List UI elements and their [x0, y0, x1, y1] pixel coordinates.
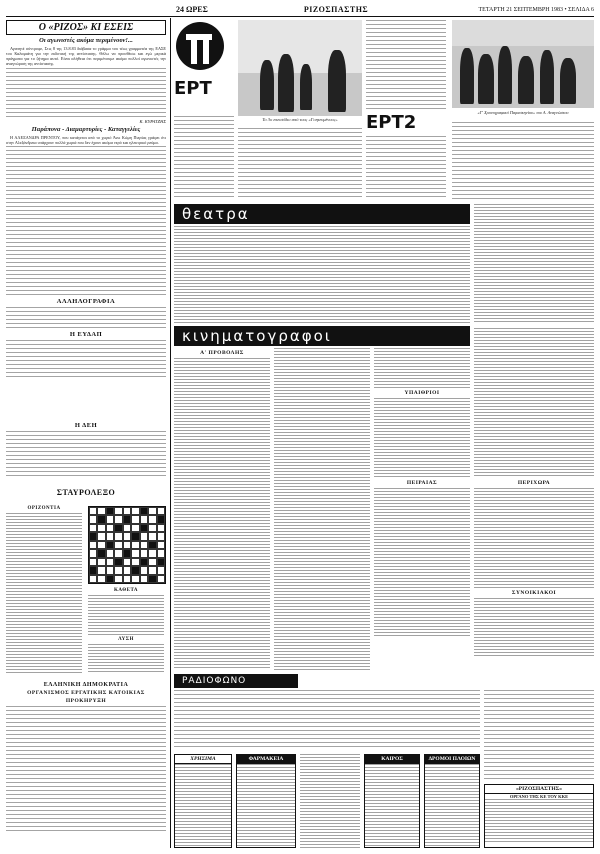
date-line: ΤΕΤΑΡΤΗ 21 ΣΕΠΤΕΜΒΡΗ 1983 • ΣΕΛΙΔΑ 6 [478, 7, 594, 13]
newspaper-name: ΡΙΖΟΣΠΑΣΤΗΣ [303, 5, 369, 14]
rizospastis-box-subtitle: ΟΡΓΑΝΟ ΤΗΣ ΚΕ ΤΟΥ ΚΚΕ [509, 794, 569, 799]
notice-title: ΕΛΛΗΝΙΚΗ ΔΗΜΟΚΡΑΤΙΑ [43, 682, 129, 688]
rizospastis-box-text [485, 799, 593, 843]
roads-box [424, 754, 480, 848]
eydap-heading: Η ΕΥΔΑΠ [69, 331, 103, 338]
roads-text [425, 764, 479, 846]
ert2-listings-top [366, 20, 446, 110]
pharmacies-extra [300, 754, 360, 848]
pharmacies-title: ΦΑΡΜΑΚΕΙΑ [237, 755, 295, 764]
eydap-text-block [6, 340, 166, 380]
letters-title: Ο «ΡΙΖΟΣ» ΚΙ ΕΣΕΙΣ [6, 20, 166, 35]
letter-body-1: Αγαπητέ σύντροφε, Στις 8 της 13.8.83 διάβασα το γράμμα του τέως γραμματέα της ΕΑΣΕ του Καλαμιάτη για την εκδοτική της αντίστασης. Θέλω να προσθέσω και εγώ μερικά πράγματα για το ζήτημα αυτό. Είναι αλήθεια ότι περιμένουμε ακόμα πολλοί αγωνιστές την αναγνώριση της αντίστασης. [6, 46, 166, 66]
ert2-program-right [452, 122, 594, 200]
cinema-listings-3a [374, 348, 470, 388]
tv-program-middle [238, 128, 362, 200]
pharmacies-text [237, 764, 295, 846]
ert2-label: ΕΡΤ2 [366, 112, 417, 133]
cinema-banner: κινηματογραφοι [174, 326, 470, 346]
tv-middle-listings [238, 128, 362, 200]
theatre-text [174, 226, 470, 324]
notice-kind: ΠΡΟΚΗΡΥΞΗ [65, 698, 107, 704]
suburbs-heading: ΠΕΡΙΧΩΡΑ [517, 480, 551, 486]
letters-column [6, 20, 166, 416]
page-header [6, 4, 594, 17]
outdoor-listings [374, 398, 470, 478]
ert-emblem-icon [174, 20, 226, 80]
rizospastis-box-title: «ΡΙΖΟΣΠΑΣΤΗΣ» [485, 785, 593, 794]
across-label: ΟΡΙΖΟΝΤΙΑ [27, 506, 61, 511]
solution-text [88, 644, 164, 674]
ert1-program [174, 116, 234, 200]
summer-listings [474, 598, 594, 658]
cinema-column-1 [174, 348, 270, 670]
cinema-listings-2 [274, 348, 370, 670]
letters-headline: Οι αγωνιστές ακόμα περιμένουν!... [39, 37, 133, 44]
radio-right-text [484, 690, 594, 780]
dei-section [6, 420, 166, 480]
dei-text-block [6, 431, 166, 479]
mail-text-block [6, 307, 166, 329]
dei-heading: Η ΔΕΗ [74, 422, 98, 429]
ert1-logo [174, 20, 234, 108]
pharmacies-extra-text [300, 754, 360, 848]
crossword-title: ΣΤΑΥΡΟΛΕΞΟ [56, 488, 116, 497]
ert2-listings [366, 136, 446, 200]
ert2-upper-text [366, 20, 446, 110]
notice-text-block [6, 706, 166, 834]
crossword-clues-down [88, 586, 164, 674]
radio-listings [174, 690, 480, 750]
ert2-logo [366, 112, 446, 134]
ert1-label: ΕΡΤ [174, 78, 212, 99]
useful-title: ΧΡΗΣΙΜΑ [175, 755, 231, 764]
outdoor-heading: ΥΠΑΙΘΡΙΟΙ [404, 390, 440, 396]
weather-box [364, 754, 420, 848]
page-label: 24 ΩΡΕΣ [176, 5, 208, 14]
cinema-listings-4a [474, 328, 594, 478]
theatre-listings [174, 226, 470, 324]
weather-text [365, 764, 419, 846]
useful-text [175, 764, 231, 846]
suburbs-listings [474, 488, 594, 588]
theatre-listings-right [474, 204, 594, 324]
theatre-banner: θεατρα [174, 204, 470, 224]
ert2-right-listings [452, 122, 594, 200]
column-divider [170, 18, 171, 848]
tv-photo-2 [452, 20, 594, 108]
notice-subtitle: ΟΡΓΑΝΙΣΜΟΣ ΕΡΓΑΤΙΚΗΣ ΚΑΤΟΙΚΙΑΣ [27, 690, 145, 696]
down-clues [88, 595, 164, 635]
ert2-program [366, 136, 446, 200]
letter-text-block [6, 68, 166, 118]
useful-box [174, 754, 232, 848]
cinema-column-3 [374, 348, 470, 670]
radio-banner: ΡΑΔΙΟΦΩΝΟ [174, 674, 298, 688]
tv-photo-1 [238, 20, 362, 116]
theatre-right-text [474, 204, 594, 324]
summer-heading: ΣΥΝΟΙΚΙΑΚΟΙ [511, 590, 557, 596]
premieres-heading: Α' ΠΡΟΒΟΛΗΣ [200, 350, 244, 356]
tv-photo-1-caption: Το 3ο επεισόδιο από τους «Γοητευμένους» [262, 117, 338, 122]
across-clues [6, 513, 82, 673]
pharmacies-box [236, 754, 296, 848]
cinema-column-2 [274, 348, 370, 670]
roads-title: ΔΡΟΜΟΙ ΠΛΟΙΩΝ [425, 755, 479, 764]
weather-title: ΚΑΙΡΟΣ [365, 755, 419, 764]
solution-label: ΛΥΣΗ [118, 637, 134, 642]
housing-notice [6, 680, 166, 846]
down-label: ΚΑΘΕΤΑ [114, 588, 138, 593]
newspaper-page [6, 4, 594, 850]
premieres-listings [174, 358, 270, 670]
cinema-column-4 [474, 328, 594, 670]
letter-signature: Κ. ΚΥΡΑΤΖΗΣ [139, 118, 166, 124]
radio-listings-right [484, 690, 594, 780]
complaint-text-block [6, 146, 166, 296]
complaints-headline: Παράπονα - Διαμαρτυρίες - Καταγγελίες [31, 125, 141, 133]
ert1-listings [174, 116, 234, 200]
rizospastis-box [484, 784, 594, 848]
complaint-body: Η ΑΛΕΞΑΝΔΡΑ ΠΡΕΝΤΟΥ, που κατάγεται από το χωριό Άνω Κώμη Πιερίας γράφει ότι στην Αλεξάνδρεια υπάρχουν πολλά χωριά που δεν έχουν ακόμα νερό και ηλεκτρικό ρεύμα. [6, 134, 166, 145]
piraeus-listings [374, 488, 470, 638]
piraeus-heading: ΠΕΙΡΑΙΑΣ [406, 480, 438, 486]
radio-text [174, 690, 480, 750]
tv-photo-2-caption: «Γ' Χρονογραφικό Παρασκηνίου» του Α. Αναγνώστου [477, 110, 569, 115]
crossword-clues-across [6, 504, 82, 674]
crossword-grid [88, 506, 166, 584]
mail-heading: ΑΛΛΗΛΟΓΡΑΦΙΑ [56, 298, 116, 305]
